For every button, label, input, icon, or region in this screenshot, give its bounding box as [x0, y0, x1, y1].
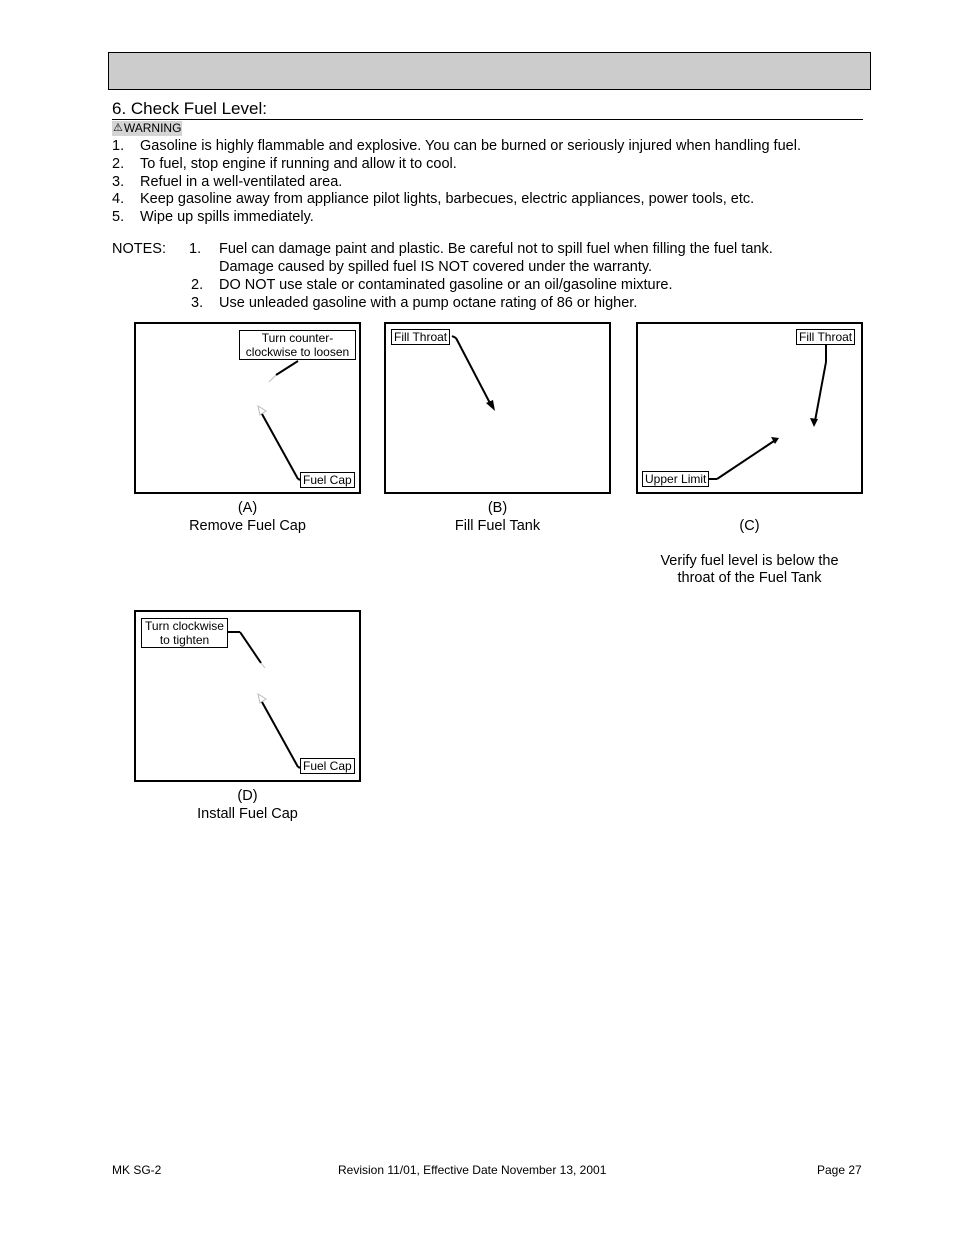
note-number: 1. [189, 241, 202, 257]
callout-fill-throat: Fill Throat [796, 329, 855, 345]
figure-c-leaders [638, 324, 861, 492]
callout-upper-limit: Upper Limit [642, 471, 709, 487]
note-text: Fuel can damage paint and plastic. Be careful not to spill fuel when filling the fuel tank. [219, 241, 773, 257]
note-text: Damage caused by spilled fuel IS NOT covered under the warranty. [219, 259, 653, 275]
callout-fuel-cap: Fuel Cap [300, 758, 355, 774]
list-item: 5. Wipe up spills immediately. [112, 209, 314, 226]
figure-b-leaders [386, 324, 609, 492]
figure-caption: Fill Fuel Tank [454, 517, 541, 534]
figure-a-caption [134, 500, 361, 535]
figure-c-caption [636, 500, 863, 605]
figure-b-caption [384, 500, 611, 535]
figure-b [384, 322, 611, 494]
figure-a [134, 322, 361, 494]
footer-doc-id: MK SG-2 [112, 1163, 162, 1177]
figure-c [636, 322, 863, 494]
warning-triangle-icon: ⚠ [113, 122, 123, 134]
list-item: 4. Keep gasoline away from appliance pilot lights, barbecues, electric appliances, power tools, etc. [112, 191, 755, 208]
callout-tighten: Turn clockwise to tighten [141, 618, 228, 648]
notes-label: NOTES: [112, 241, 166, 257]
callout-fill-throat: Fill Throat [391, 329, 450, 345]
figure-letter: (C) [739, 517, 760, 534]
figure-letter: (B) [487, 500, 508, 516]
warning-label [112, 121, 182, 136]
section-title: 6. Check Fuel Level: [112, 99, 863, 120]
warning-list [112, 138, 801, 227]
footer-revision: Revision 11/01, Effective Date November 13, 2001 [338, 1163, 607, 1177]
note-number: 2. [191, 277, 204, 293]
figure-d [134, 610, 361, 782]
figure-d-caption [134, 788, 361, 823]
figure-caption: Remove Fuel Cap [189, 517, 306, 534]
header-bar [108, 52, 871, 90]
figure-letter: (D) [237, 788, 258, 804]
callout-fuel-cap: Fuel Cap [300, 472, 355, 488]
list-item: 3. Refuel in a well-ventilated area. [112, 173, 343, 190]
note-text: DO NOT use stale or contaminated gasoline or an oil/gasoline mixture. [219, 277, 673, 293]
footer-page-number: Page 27 [817, 1163, 862, 1177]
figure-caption: Verify fuel level is below the throat of the Fuel Tank [660, 552, 839, 586]
list-item: 1. Gasoline is highly flammable and explosive. You can be burned or seriously injured when handling fuel. [112, 138, 801, 154]
note-text: Use unleaded gasoline with a pump octane rating of 86 or higher. [219, 295, 638, 311]
list-item: 2. To fuel, stop engine if running and allow it to cool. [112, 155, 457, 172]
callout-loosen: Turn counter- clockwise to loosen [239, 330, 356, 360]
note-number: 3. [191, 295, 204, 311]
warning-text: WARNING [123, 121, 182, 135]
figure-letter: (A) [237, 500, 258, 516]
figure-caption: Install Fuel Cap [197, 805, 298, 822]
